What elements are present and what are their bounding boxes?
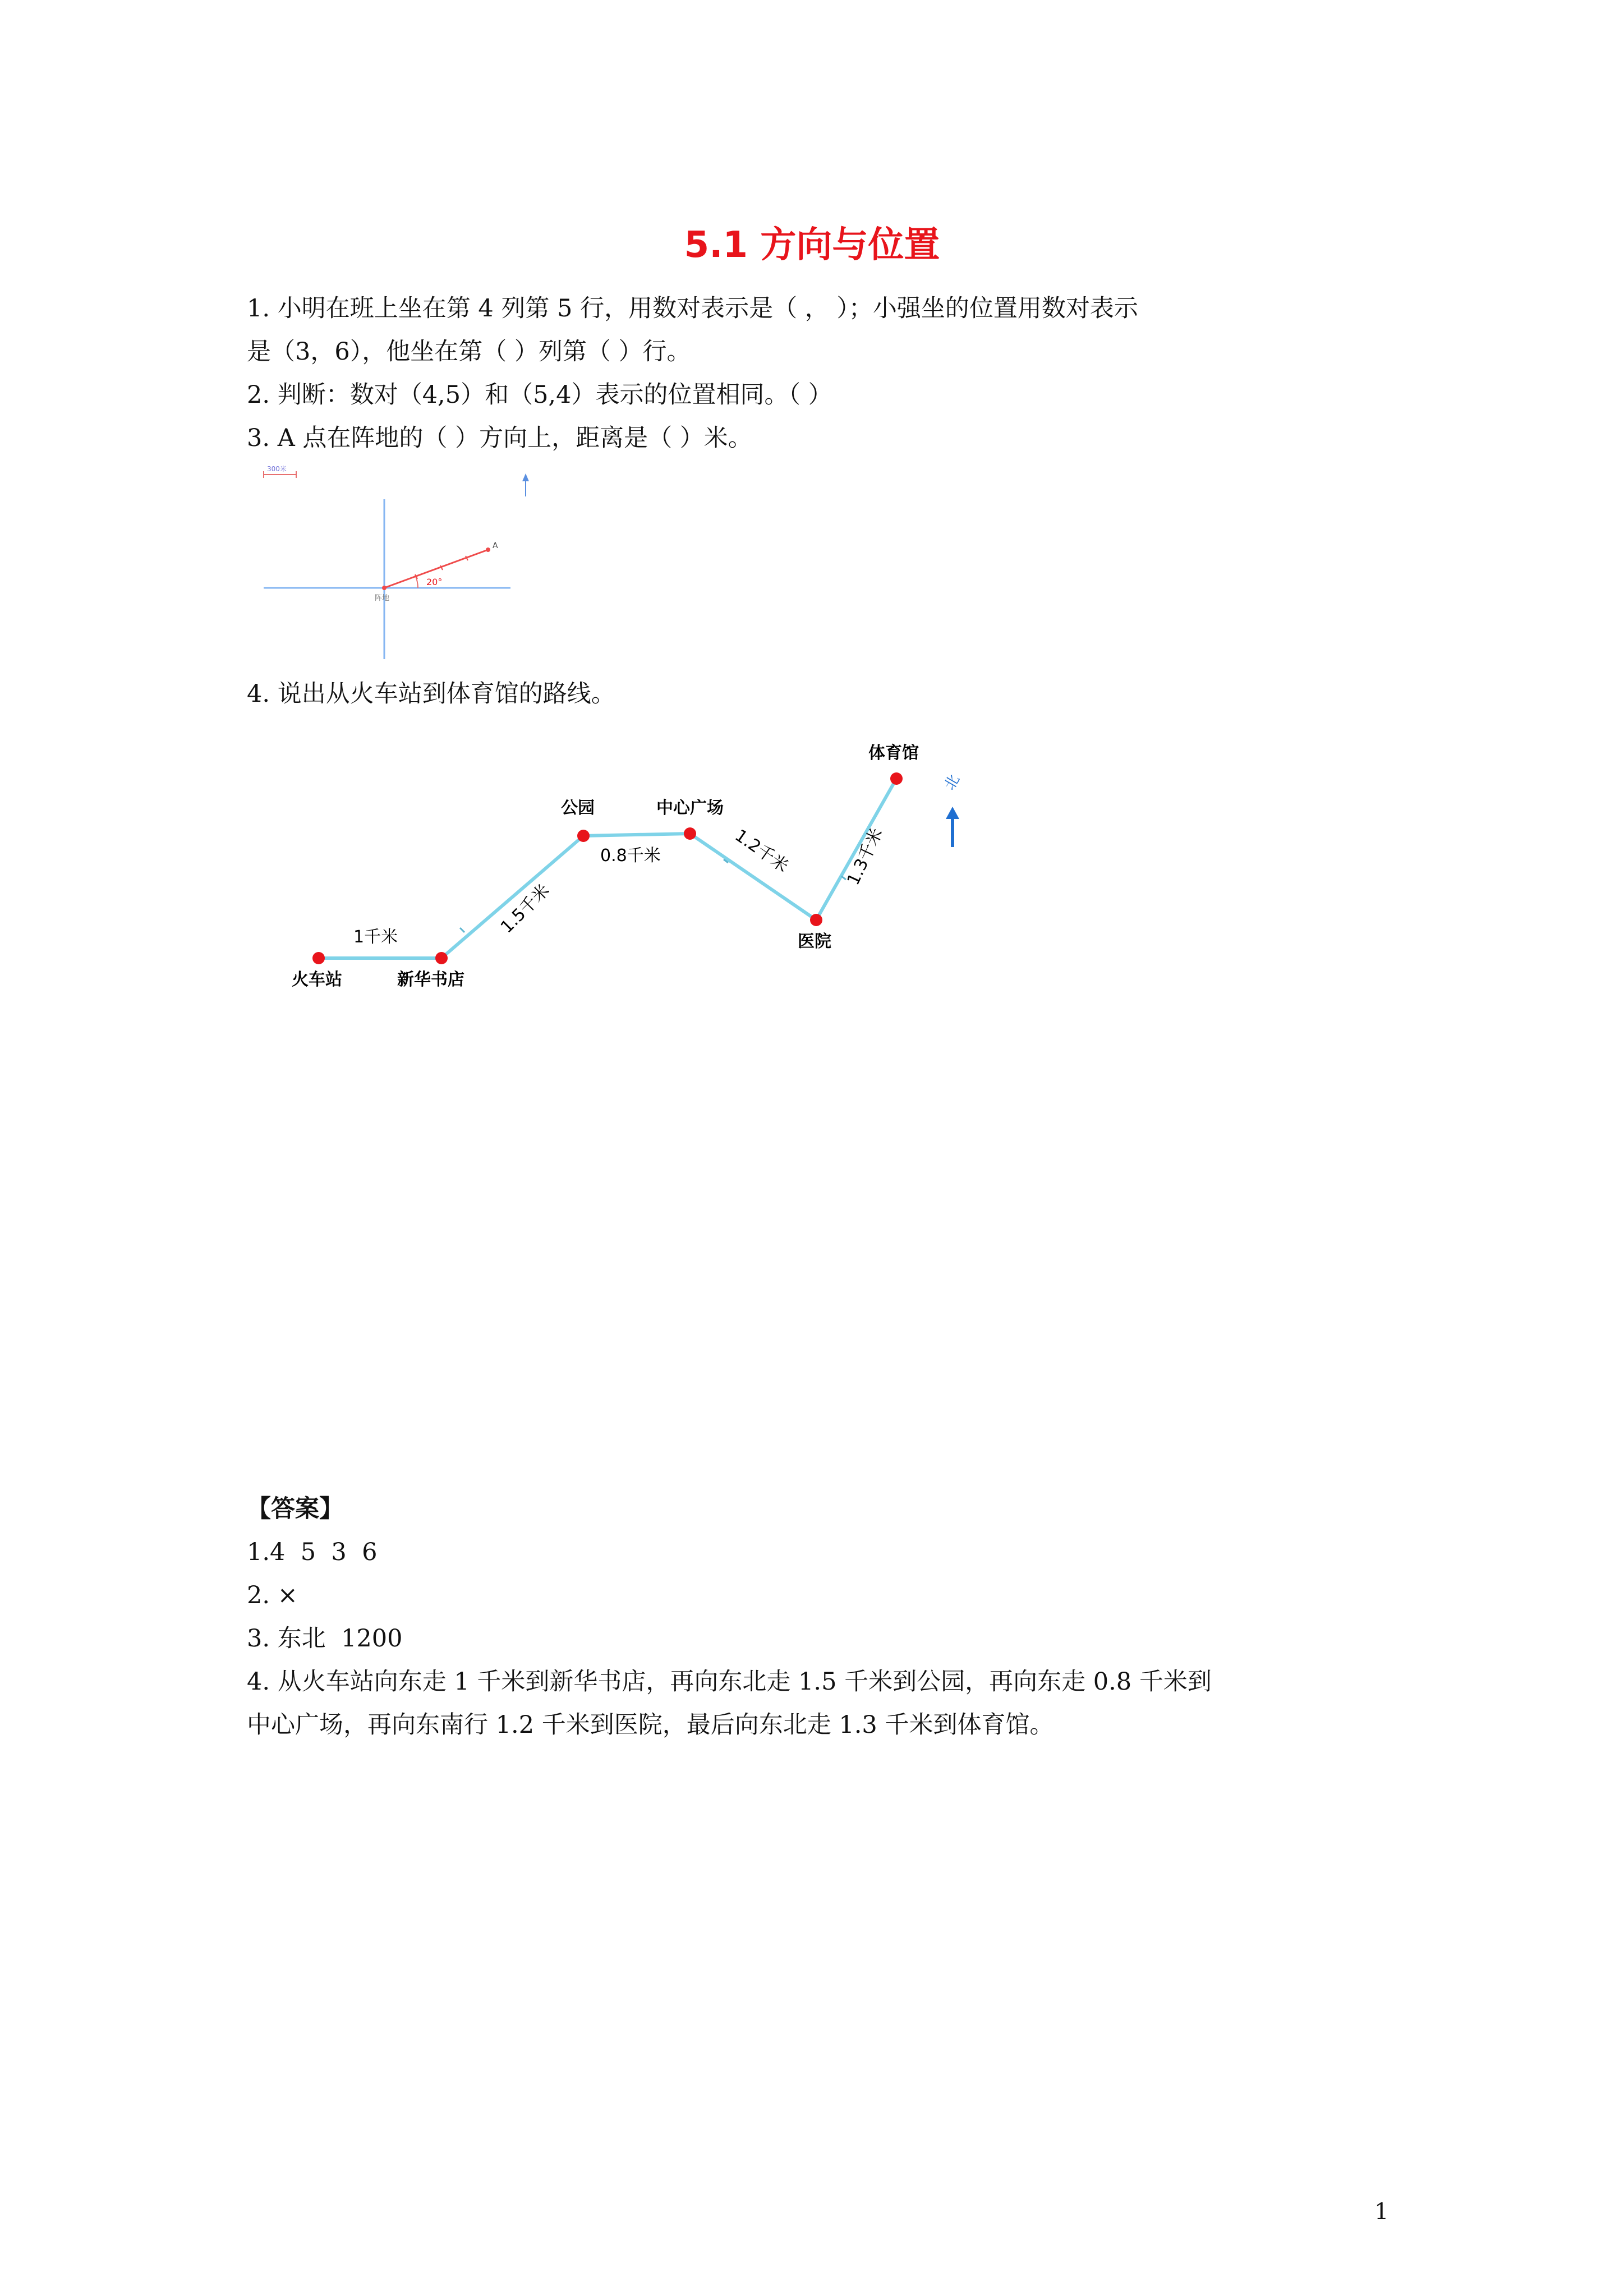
scale-label: 300米 (267, 466, 287, 473)
route-map (275, 735, 1004, 1004)
question-3: 3. A 点在阵地的（ ）方向上，距离是（ ）米。 (247, 424, 752, 452)
answer-3: 3. 东北 1200 (247, 1625, 403, 1653)
answer-1: 1.4 5 3 6 (247, 1538, 378, 1566)
page-title: 5.1 方向与位置 (684, 224, 940, 266)
station-marker-train-station (312, 952, 325, 964)
station-label: 公园 (561, 798, 595, 818)
question-1-line-1: 1. 小明在班上坐在第 4 列第 5 行，用数对表示是（ ， ）；小强坐的位置用数对表示 (247, 295, 1138, 323)
answer-4-line-1: 4. 从火车站向东走 1 千米到新华书店，再向东北走 1.5 千米到公园，再向东走 0.8 千米到 (247, 1668, 1212, 1696)
station-label: 新华书店 (397, 970, 464, 990)
answer-2: 2. × (247, 1581, 298, 1609)
answer-4-line-2: 中心广场，再向东南行 1.2 千米到医院，最后向东北走 1.3 千米到体育馆。 (247, 1711, 1054, 1739)
station-marker-hospital (810, 914, 822, 926)
angle-label: 20° (426, 577, 443, 587)
distance-label: 1.3千米 (843, 825, 887, 889)
distance-label: 1千米 (353, 927, 398, 947)
distance-label: 0.8千米 (600, 846, 661, 866)
distance-label: 1.5千米 (496, 880, 554, 937)
north-label: 北 (941, 771, 964, 793)
question-4: 4. 说出从火车站到体育馆的路线。 (247, 680, 615, 708)
route-line (319, 779, 896, 958)
station-label: 体育馆 (868, 743, 919, 763)
station-marker-bookstore (435, 952, 448, 964)
station-marker-stadium (890, 772, 903, 785)
station-marker-park (577, 830, 590, 842)
point-a-label: A (493, 541, 498, 550)
distance-label: 1.2千米 (731, 825, 792, 877)
question-1-line-2: 是（3，6），他坐在第（ ）列第（ ）行。 (247, 338, 691, 366)
point-a-marker (486, 547, 490, 552)
station-label: 中心广场 (656, 798, 724, 818)
position-figure (247, 466, 539, 662)
question-2: 2. 判断：数对（4,5）和（5,4）表示的位置相同。（ ） (247, 381, 832, 409)
answers-heading: 【答案】 (247, 1495, 343, 1523)
station-label: 医院 (798, 932, 831, 951)
station-label: 火车站 (292, 970, 342, 990)
origin-label: 阵地 (375, 594, 390, 602)
page-number: 1 (1374, 2199, 1389, 2225)
station-marker-central-square (684, 827, 696, 840)
